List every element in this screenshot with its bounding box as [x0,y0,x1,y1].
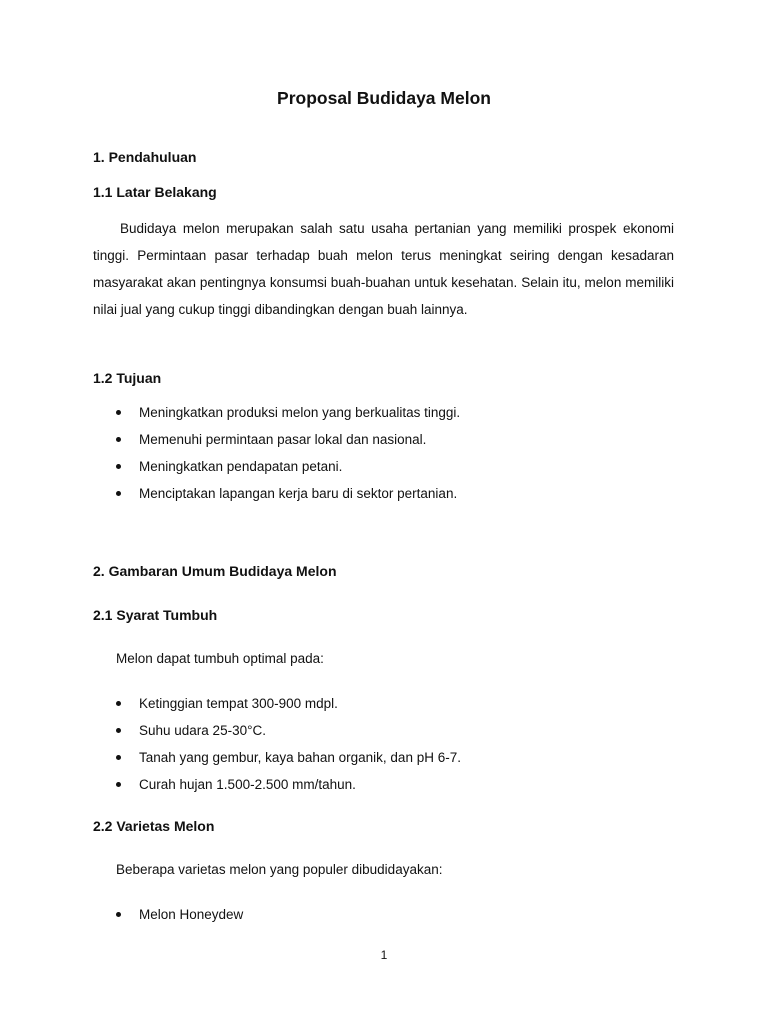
list-item-text: Tanah yang gembur, kaya bahan organik, dan pH 6-7. [139,750,461,765]
heading-pendahuluan: 1. Pendahuluan [93,149,197,165]
bullet-icon [116,782,121,787]
heading-varietas-melon: 2.2 Varietas Melon [93,818,215,834]
bullet-icon [116,410,121,415]
list-item-text: Meningkatkan pendapatan petani. [139,459,343,474]
list-item-text: Suhu udara 25-30°C. [139,723,266,738]
heading-gambaran-umum: 2. Gambaran Umum Budidaya Melon [93,563,337,579]
bullet-icon [116,728,121,733]
list-item [93,776,674,803]
bullet-icon [116,701,121,706]
list-item-text: Ketinggian tempat 300-900 mdpl. [139,696,338,711]
bullet-icon [116,755,121,760]
list-item-text: Melon Honeydew [139,907,244,922]
page-number: 1 [380,948,388,962]
varietas-intro: Beberapa varietas melon yang populer dibudidayakan: [116,862,443,877]
list-varietas [93,906,674,933]
bullet-icon [116,464,121,469]
list-item [93,485,674,512]
list-item [93,458,674,485]
bullet-icon [116,491,121,496]
document-title: Proposal Budidaya Melon [277,88,491,108]
paragraph-latar-belakang: Budidaya melon merupakan salah satu usaha pertanian yang memiliki prospek ekonomi tinggi. Permintaan pasar terhadap buah melon terus meningkat seiring dengan kesadaran masyarakat akan pentingnya konsumsi buah-buahan untuk kesehatan. Selain itu, melon memiliki nilai jual yang cukup tinggi dibandingkan dengan buah lainnya. [93,221,674,317]
heading-latar-belakang: 1.1 Latar Belakang [93,184,217,200]
list-tujuan [93,404,674,512]
list-item [93,906,674,933]
heading-tujuan: 1.2 Tujuan [93,370,162,386]
bullet-icon [116,437,121,442]
heading-syarat-tumbuh: 2.1 Syarat Tumbuh [93,607,218,623]
syarat-tumbuh-intro: Melon dapat tumbuh optimal pada: [116,651,324,666]
list-syarat-tumbuh [93,695,674,803]
list-item-text: Meningkatkan produksi melon yang berkualitas tinggi. [139,405,461,420]
list-item [93,749,674,776]
list-item [93,431,674,458]
list-item-text: Curah hujan 1.500-2.500 mm/tahun. [139,777,356,792]
list-item [93,695,674,722]
bullet-icon [116,912,121,917]
list-item [93,404,674,431]
list-item-text: Memenuhi permintaan pasar lokal dan nasional. [139,432,427,447]
list-item [93,722,674,749]
list-item-text: Menciptakan lapangan kerja baru di sektor pertanian. [139,486,458,501]
